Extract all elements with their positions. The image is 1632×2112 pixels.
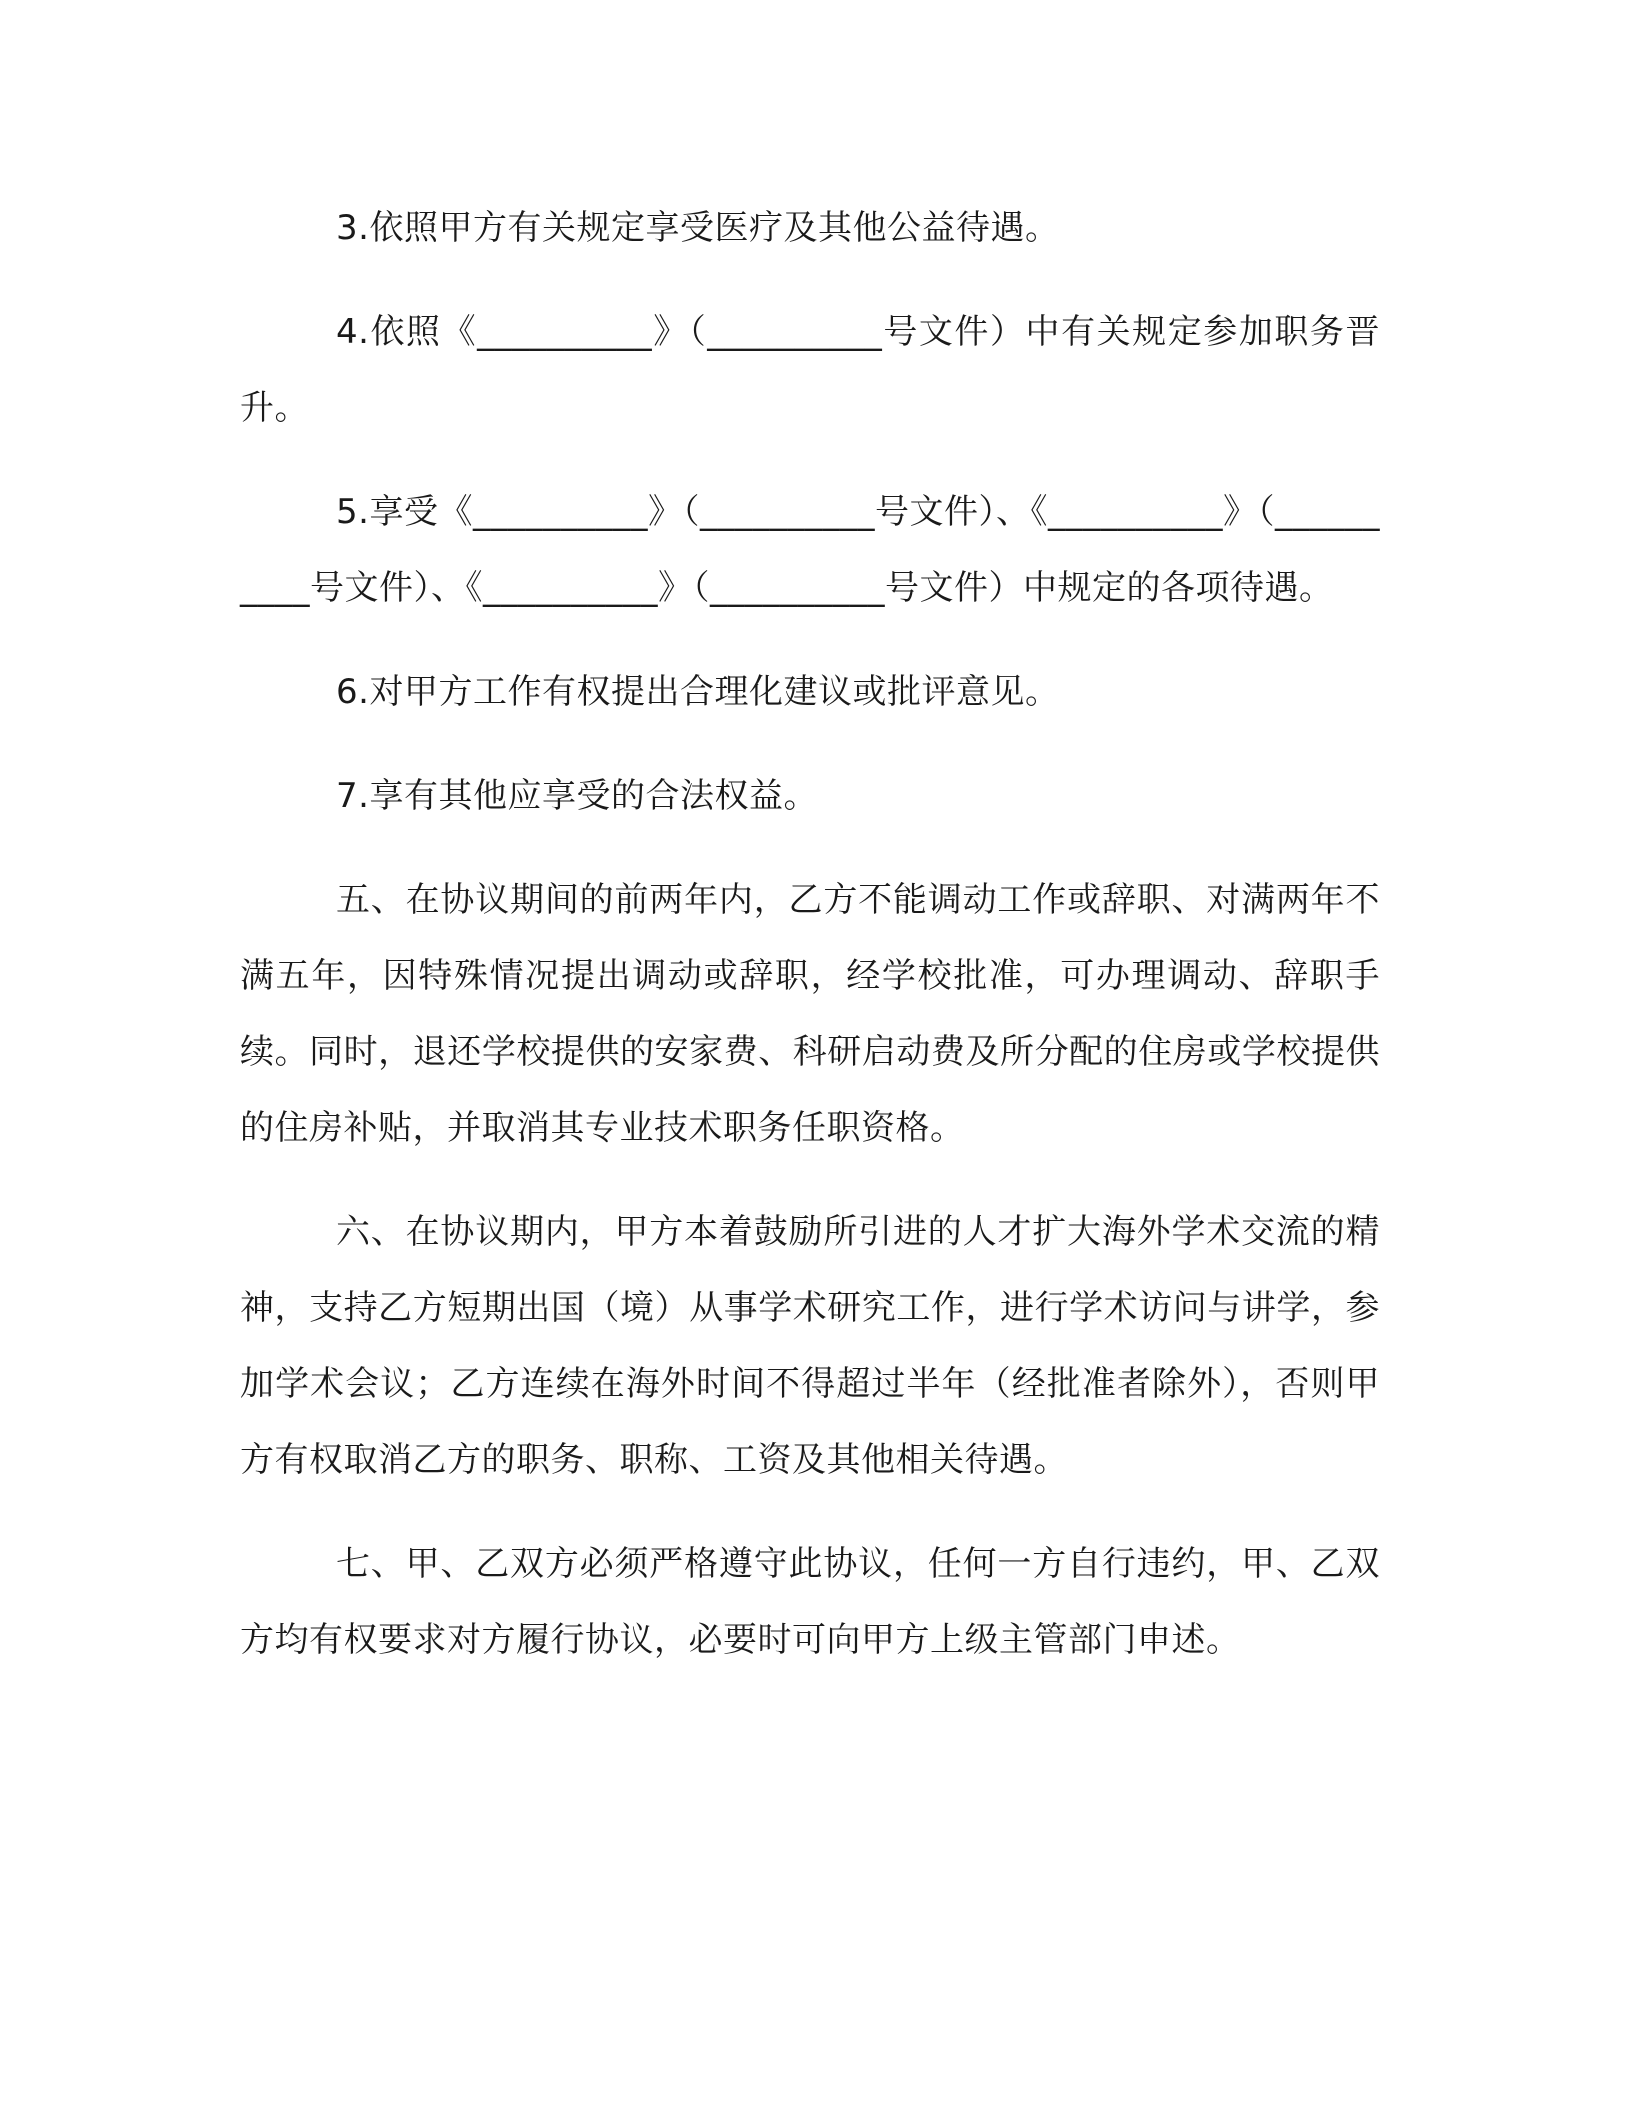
clause-5-benefits: 5.享受《__________》（__________号文件）、《__________》（__________号文件）、《__________》（__________号文件）中规定的各项待遇。 (240, 492, 1380, 608)
article-7-compliance: 七、甲、乙双方必须严格遵守此协议，任何一方自行违约，甲、乙双方均有权要求对方履行协议，必要时可向甲方上级主管部门申述。 (240, 1544, 1380, 1660)
clause-4-promotion: 4.依照《__________》（__________号文件）中有关规定参加职务晋升。 (240, 312, 1380, 428)
article-6-overseas-exchange: 六、在协议期内，甲方本着鼓励所引进的人才扩大海外学术交流的精神，支持乙方短期出国（境）从事学术研究工作，进行学术访问与讲学，参加学术会议；乙方连续在海外时间不得超过半年（经批准者除外），否则甲方有权取消乙方的职务、职称、工资及其他相关待遇。 (240, 1212, 1380, 1480)
document-page (240, 190, 1380, 1706)
article-5-transfer-resignation: 五、在协议期间的前两年内，乙方不能调动工作或辞职、对满两年不满五年，因特殊情况提出调动或辞职，经学校批准，可办理调动、辞职手续。同时，退还学校提供的安家费、科研启动费及所分配的住房或学校提供的住房补贴，并取消其专业技术职务任职资格。 (240, 880, 1380, 1148)
clause-3-medical-benefits: 3.依照甲方有关规定享受医疗及其他公益待遇。 (336, 208, 1060, 248)
clause-6-suggestions: 6.对甲方工作有权提出合理化建议或批评意见。 (336, 672, 1060, 712)
clause-7-legal-rights: 7.享有其他应享受的合法权益。 (336, 776, 818, 816)
